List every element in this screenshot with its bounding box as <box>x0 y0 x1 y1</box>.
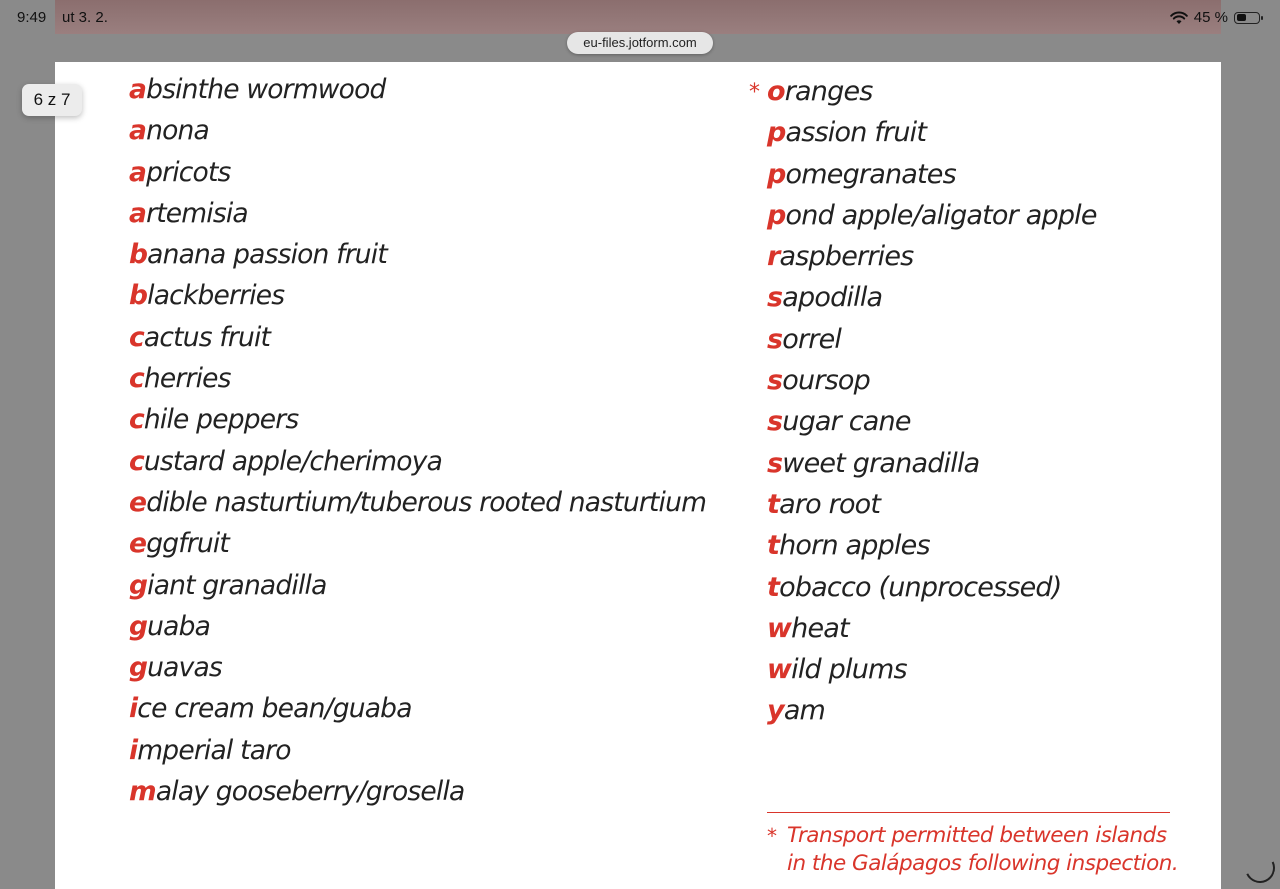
item-initial: y <box>767 695 784 727</box>
asterisk-marker: * <box>749 80 760 105</box>
item-rest: bsinthe wormwood <box>146 74 386 105</box>
item-initial: t <box>767 571 780 603</box>
status-time: 9:49 <box>17 9 47 26</box>
list_right-item <box>767 611 1097 652</box>
item-initial: e <box>129 486 147 518</box>
item-initial: a <box>129 156 147 188</box>
item-initial: b <box>129 239 148 271</box>
status-date: ut 3. 2. <box>62 9 108 26</box>
item-initial: w <box>767 654 792 686</box>
list_right-item <box>767 363 1097 404</box>
list_right-item <box>767 198 1097 239</box>
item-initial: s <box>767 323 783 355</box>
item-initial: c <box>129 445 144 477</box>
list_right-item <box>767 570 1097 611</box>
list_left-item <box>129 444 706 485</box>
item-rest: dible nasturtium/tuberous rooted nasturtium <box>146 486 707 518</box>
item-initial: a <box>129 115 147 147</box>
item-initial: i <box>129 693 138 725</box>
item-initial: i <box>129 734 138 766</box>
page-counter: 6 z 7 <box>22 84 82 116</box>
item-rest: anana passion fruit <box>147 239 387 271</box>
item-initial: g <box>129 610 148 642</box>
item-rest: hile peppers <box>143 404 299 436</box>
item-initial: w <box>767 612 792 644</box>
item-initial: s <box>767 447 783 479</box>
list_right-item <box>767 487 1097 528</box>
list_left-item <box>129 568 706 609</box>
item-initial: e <box>129 528 147 560</box>
list_left-item <box>129 691 706 732</box>
item-initial: p <box>767 117 786 149</box>
item-rest: heat <box>791 612 849 644</box>
item-rest: ond apple/aligator apple <box>785 199 1097 231</box>
item-rest: actus fruit <box>143 321 271 353</box>
item-rest: ild plums <box>791 654 907 686</box>
list_right-item <box>767 446 1097 487</box>
footnote-asterisk: * <box>767 824 777 848</box>
item-rest: lackberries <box>147 280 285 312</box>
item-rest: mperial taro <box>137 734 291 766</box>
list_right-item <box>767 74 1097 115</box>
item-rest: ranges <box>784 76 873 107</box>
item-rest: assion fruit <box>785 117 927 149</box>
list_left-item <box>129 237 706 278</box>
item-initial: t <box>767 488 780 520</box>
item-initial: m <box>129 776 156 808</box>
url-indicator[interactable]: eu-files.jotform.com <box>567 32 713 54</box>
item-initial: s <box>767 406 783 438</box>
footnote-line-1: Transport permitted between islands <box>787 823 1167 848</box>
list_left-item <box>129 526 706 567</box>
list_right-item <box>767 693 1097 734</box>
item-initial: c <box>129 363 144 395</box>
list_right-item <box>767 652 1097 693</box>
battery-icon <box>1234 12 1260 24</box>
item-initial: r <box>767 241 780 273</box>
item-initial: b <box>129 280 148 312</box>
item-initial: a <box>129 197 147 229</box>
item-initial: g <box>129 569 148 601</box>
list_right-item <box>767 239 1097 280</box>
item-rest: herries <box>143 363 231 395</box>
status-bar <box>0 0 1280 34</box>
item-rest: alay gooseberry/grosella <box>155 776 465 808</box>
list_right-item <box>767 280 1097 321</box>
list_left-item <box>129 278 706 319</box>
list_left-item <box>129 650 706 691</box>
item-rest: oursop <box>782 365 870 397</box>
status-indicators <box>1170 9 1260 26</box>
list_left-item <box>129 774 706 815</box>
battery-percent: 45 % <box>1193 9 1228 26</box>
item-rest: weet granadilla <box>782 447 980 479</box>
item-initial: o <box>767 76 785 107</box>
fruit-list-right <box>767 74 1097 735</box>
footnote <box>767 822 1207 878</box>
item-rest: iant granadilla <box>147 569 327 601</box>
list_left-item <box>129 320 706 361</box>
item-rest: ce cream bean/guaba <box>137 693 412 725</box>
item-rest: horn apples <box>779 530 930 562</box>
list_left-item <box>129 361 706 402</box>
footnote-divider <box>767 812 1170 813</box>
item-rest: obacco (unprocessed) <box>779 571 1062 603</box>
item-initial: s <box>767 365 783 397</box>
wifi-icon <box>1170 11 1188 25</box>
battery-level <box>1237 14 1246 21</box>
list_left-item <box>129 485 706 526</box>
list_left-item <box>129 733 706 774</box>
item-rest: pricots <box>146 156 231 188</box>
item-rest: nona <box>146 115 209 147</box>
list_left-item <box>129 196 706 237</box>
footnote-text <box>767 822 1207 878</box>
item-rest: rtemisia <box>146 197 248 229</box>
list_right-item <box>767 322 1097 363</box>
item-rest: orrel <box>782 323 842 355</box>
item-initial: a <box>129 74 147 105</box>
list_right-item <box>767 404 1097 445</box>
list_left-item <box>129 609 706 650</box>
item-initial: p <box>767 158 786 190</box>
item-rest: uaba <box>147 610 211 642</box>
item-rest: am <box>783 695 826 727</box>
item-initial: t <box>767 530 780 562</box>
item-rest: uavas <box>147 652 222 684</box>
list_left-item <box>129 155 706 196</box>
item-rest: ustard apple/cherimoya <box>143 445 443 477</box>
item-rest: aspberries <box>779 241 914 273</box>
item-rest: aro root <box>779 488 881 520</box>
list_left-item <box>129 72 706 113</box>
loading-spinner-icon <box>1241 849 1279 887</box>
list_right-item <box>767 528 1097 569</box>
item-rest: ggfruit <box>146 528 230 560</box>
list_right-item <box>767 157 1097 198</box>
item-rest: ugar cane <box>782 406 911 438</box>
item-initial: c <box>129 321 144 353</box>
item-initial: c <box>129 404 144 436</box>
footnote-line-2: in the Galápagos following inspection. <box>787 851 1179 876</box>
list_left-item <box>129 402 706 443</box>
item-rest: omegranates <box>785 158 956 190</box>
list_left-item <box>129 113 706 154</box>
item-initial: g <box>129 652 148 684</box>
fruit-list-left <box>129 72 706 815</box>
list_right-item <box>767 115 1097 156</box>
item-rest: apodilla <box>782 282 883 314</box>
item-initial: s <box>767 282 783 314</box>
item-initial: p <box>767 199 786 231</box>
